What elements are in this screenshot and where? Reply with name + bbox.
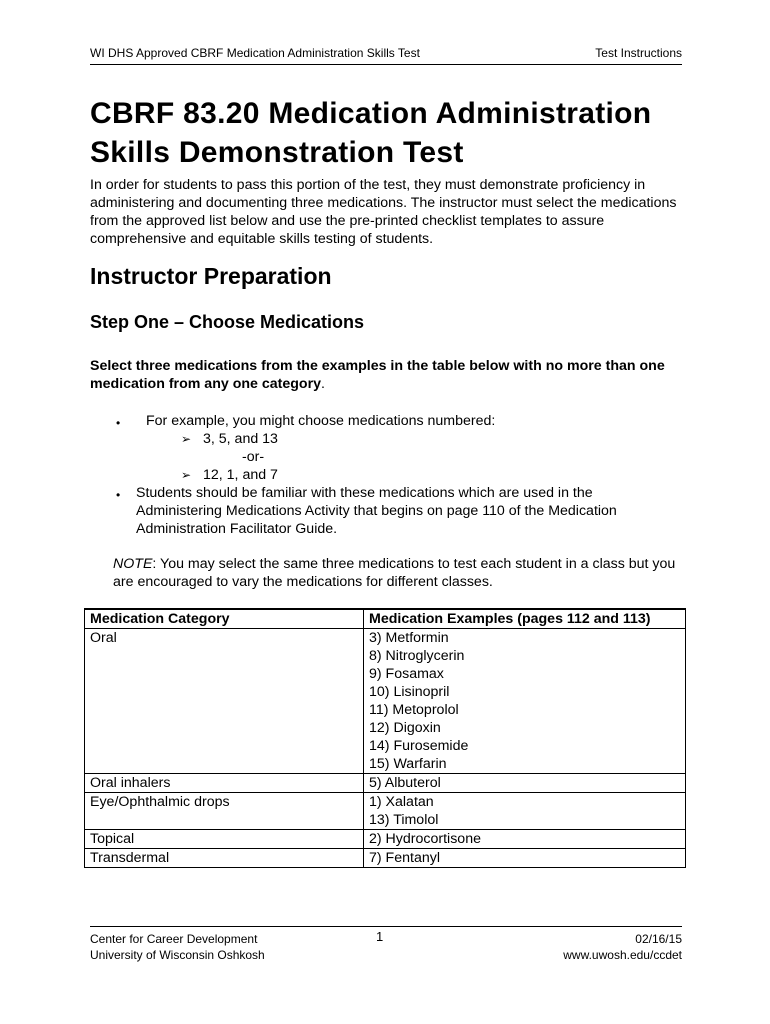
example-option-2: 12, 1, and 7 bbox=[203, 467, 278, 483]
select-instruction-period: . bbox=[321, 376, 325, 392]
table-header-row bbox=[85, 609, 686, 629]
familiar-text-line-1: Students should be familiar with these medications which are used in the bbox=[136, 485, 593, 501]
medication-example: 10) Lisinopril bbox=[369, 684, 450, 700]
page-footer bbox=[90, 926, 682, 962]
category-cell: Oral inhalers bbox=[85, 774, 364, 793]
title-line-2: Skills Demonstration Test bbox=[90, 136, 464, 169]
note-label: NOTE bbox=[113, 556, 153, 572]
table-row bbox=[85, 793, 686, 830]
category-cell: Oral bbox=[85, 629, 364, 774]
medication-example: 15) Warfarin bbox=[369, 756, 447, 772]
note-text: : You may select the same three medications to test each student in a class but you are encouraged to vary the medications for different classes. bbox=[113, 556, 676, 590]
title-line-1: CBRF 83.20 Medication Administration bbox=[90, 97, 652, 130]
familiar-text-line-3: Administration Facilitator Guide. bbox=[136, 521, 338, 537]
page-header bbox=[90, 46, 682, 65]
header-left-text: WI DHS Approved CBRF Medication Administration Skills Test bbox=[90, 46, 420, 60]
column-header-category: Medication Category bbox=[85, 609, 364, 629]
bullet-dot-icon: • bbox=[116, 416, 121, 430]
examples-cell bbox=[364, 774, 686, 793]
table-row bbox=[85, 629, 686, 774]
arrow-bullet-icon: ➢ bbox=[181, 432, 192, 446]
select-instruction bbox=[90, 357, 690, 393]
medication-example: 12) Digoxin bbox=[369, 720, 441, 736]
page-number: 1 bbox=[376, 929, 384, 944]
medication-table bbox=[84, 608, 686, 868]
medication-example: 1) Xalatan bbox=[369, 794, 434, 810]
medication-example: 8) Nitroglycerin bbox=[369, 648, 465, 664]
examples-cell bbox=[364, 629, 686, 774]
medication-example: 9) Fosamax bbox=[369, 666, 444, 682]
medication-example: 11) Metoprolol bbox=[369, 702, 459, 718]
footer-university: University of Wisconsin Oshkosh bbox=[90, 948, 265, 962]
note-paragraph bbox=[113, 555, 693, 591]
footer-left bbox=[90, 931, 265, 963]
intro-paragraph: In order for students to pass this portion of the test, they must demonstrate proficiency in administering and documenting three medications. The instructor must select the medications from the approved list below and use the pre-printed checklist templates to assure comprehensive and equitable skills testing of students. bbox=[90, 177, 677, 247]
bullet-dot-icon: • bbox=[116, 488, 121, 502]
examples-cell bbox=[364, 793, 686, 830]
examples-cell bbox=[364, 849, 686, 868]
example-intro-text: For example, you might choose medications numbered: bbox=[146, 413, 496, 429]
medication-example: 13) Timolol bbox=[369, 812, 439, 828]
medication-example: 2) Hydrocortisone bbox=[369, 831, 481, 847]
category-cell: Topical bbox=[85, 830, 364, 849]
section-heading: Instructor Preparation bbox=[90, 263, 332, 289]
footer-url: www.uwosh.edu/ccdet bbox=[563, 948, 682, 962]
header-right-text: Test Instructions bbox=[595, 46, 682, 60]
table-row bbox=[85, 830, 686, 849]
medication-example: 3) Metformin bbox=[369, 630, 449, 646]
step-heading: Step One – Choose Medications bbox=[90, 312, 365, 332]
familiar-text-line-2: Administering Medications Activity that begins on page 110 of the Medication bbox=[136, 503, 617, 519]
table-row bbox=[85, 774, 686, 793]
example-or-text: -or- bbox=[242, 449, 265, 465]
arrow-bullet-icon: ➢ bbox=[181, 468, 192, 482]
medication-example: 14) Furosemide bbox=[369, 738, 469, 754]
footer-date: 02/16/15 bbox=[635, 932, 682, 946]
examples-cell bbox=[364, 830, 686, 849]
footer-right bbox=[563, 931, 682, 963]
column-header-examples: Medication Examples (pages 112 and 113) bbox=[364, 609, 686, 629]
medication-example: 7) Fentanyl bbox=[369, 850, 440, 866]
select-instruction-text: Select three medications from the examples in the table below with no more than one medication from any one category bbox=[90, 358, 665, 392]
medication-example: 5) Albuterol bbox=[369, 775, 441, 791]
table-row bbox=[85, 849, 686, 868]
footer-org-name: Center for Career Development bbox=[90, 932, 258, 946]
example-option-1: 3, 5, and 13 bbox=[203, 431, 278, 447]
category-cell: Eye/Ophthalmic drops bbox=[85, 793, 364, 830]
page-title bbox=[90, 94, 690, 172]
category-cell: Transdermal bbox=[85, 849, 364, 868]
